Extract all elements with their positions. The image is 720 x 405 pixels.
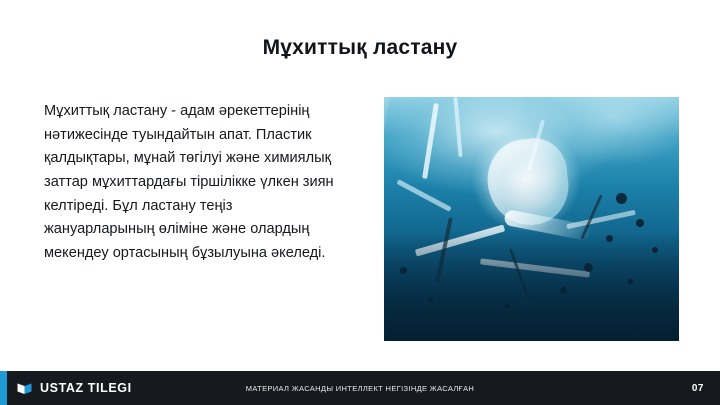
page-number: 07 [691,382,704,394]
accent-bar [0,371,7,405]
footer-note: МАТЕРИАЛ ЖАСАНДЫ ИНТЕЛЛЕКТ НЕГІЗІНДЕ ЖАСАЛҒАН [245,383,475,393]
debris-particle [616,193,627,204]
book-icon [16,380,33,397]
debris-particle [636,219,644,227]
brand-name: USTAZ TILEGI [40,381,132,395]
body-paragraph: Мұхиттық ластану - адам әрекеттерінің нәтижесінде туындайтын апат. Пластик қалдықтары, мұнай төгілуі және химиялық заттар мұхиттардағы тіршілікке үлкен зиян келтіреді. Бұл ластану теңіз жануарларының өліміне және олардың мекендеу ортасының бұзылуына әкеледі. [44,103,334,261]
brand-logo [0,380,180,397]
deep-water-shadow [384,231,679,341]
ocean-pollution-image [384,97,679,341]
page-title: Мұхиттық ластану [262,36,458,59]
slide-footer [0,371,720,405]
